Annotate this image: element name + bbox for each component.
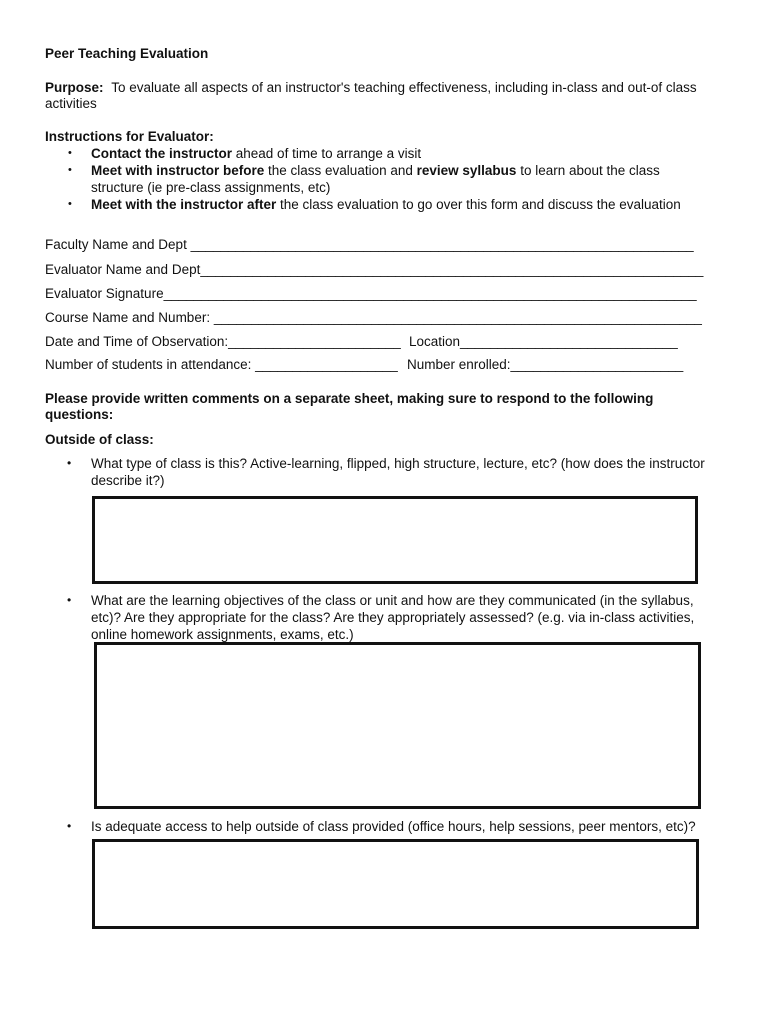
bullet-icon: • — [68, 198, 72, 210]
question-2-line2: etc)? Are they appropriate for the class? Are they appropriately assessed? (e.g. via in-class activities, — [91, 610, 695, 625]
answer-box-1[interactable] — [92, 496, 698, 584]
students-attendance-field[interactable]: Number of students in attendance: ___________________ — [45, 357, 398, 372]
question-2-line3: online homework assignments, exams, etc.) — [91, 627, 354, 642]
instructions-heading: Instructions for Evaluator: — [45, 129, 214, 144]
question-3-line1: Is adequate access to help outside of class provided (office hours, help sessions, peer mentors, etc)? — [91, 819, 696, 834]
bullet-icon: • — [67, 456, 72, 470]
page-title: Peer Teaching Evaluation — [45, 46, 209, 61]
evaluator-name-field[interactable]: Evaluator Name and Dept___________________________________________________________________ — [45, 262, 704, 277]
date-time-field[interactable]: Date and Time of Observation:_______________________ — [45, 334, 401, 349]
answer-box-2[interactable] — [94, 642, 701, 809]
number-enrolled-field[interactable]: Number enrolled:_______________________ — [407, 357, 684, 372]
comments-instruction-line1: Please provide written comments on a separate sheet, making sure to respond to the following — [45, 391, 654, 406]
outside-class-heading: Outside of class: — [45, 432, 154, 447]
question-1-line2: describe it?) — [91, 473, 165, 488]
bullet-icon: • — [68, 164, 72, 176]
bullet-icon: • — [67, 819, 72, 833]
faculty-name-field[interactable]: Faculty Name and Dept ___________________________________________________________________ — [45, 237, 694, 252]
instruction-item-2: Meet with instructor before the class evaluation and review syllabus to learn about the class — [91, 163, 660, 178]
location-field[interactable]: Location_____________________________ — [409, 334, 678, 349]
purpose-label: Purpose: — [45, 80, 104, 95]
purpose-line — [45, 80, 697, 95]
purpose-text-cont: activities — [45, 96, 97, 111]
question-1-line1: What type of class is this? Active-learning, flipped, high structure, lecture, etc? (how does the instructor — [91, 456, 705, 471]
question-2-line1: What are the learning objectives of the class or unit and how are they communicated (in the syllabus, — [91, 593, 694, 608]
comments-instruction-line2: questions: — [45, 407, 114, 422]
answer-box-3[interactable] — [92, 839, 699, 929]
instruction-item-3: Meet with the instructor after the class evaluation to go over this form and discuss the evaluation — [91, 197, 681, 212]
purpose-text: To evaluate all aspects of an instructor's teaching effectiveness, including in-class and out-of class — [111, 80, 697, 95]
instruction-item-1: Contact the instructor ahead of time to arrange a visit — [91, 146, 422, 161]
instruction-item-2-cont: structure (ie pre-class assignments, etc) — [91, 180, 331, 195]
bullet-icon: • — [68, 147, 72, 159]
course-name-field[interactable]: Course Name and Number: _________________________________________________________________ — [45, 310, 702, 325]
evaluator-signature-field[interactable]: Evaluator Signature_______________________________________________________________________ — [45, 286, 697, 301]
bullet-icon: • — [67, 593, 72, 607]
